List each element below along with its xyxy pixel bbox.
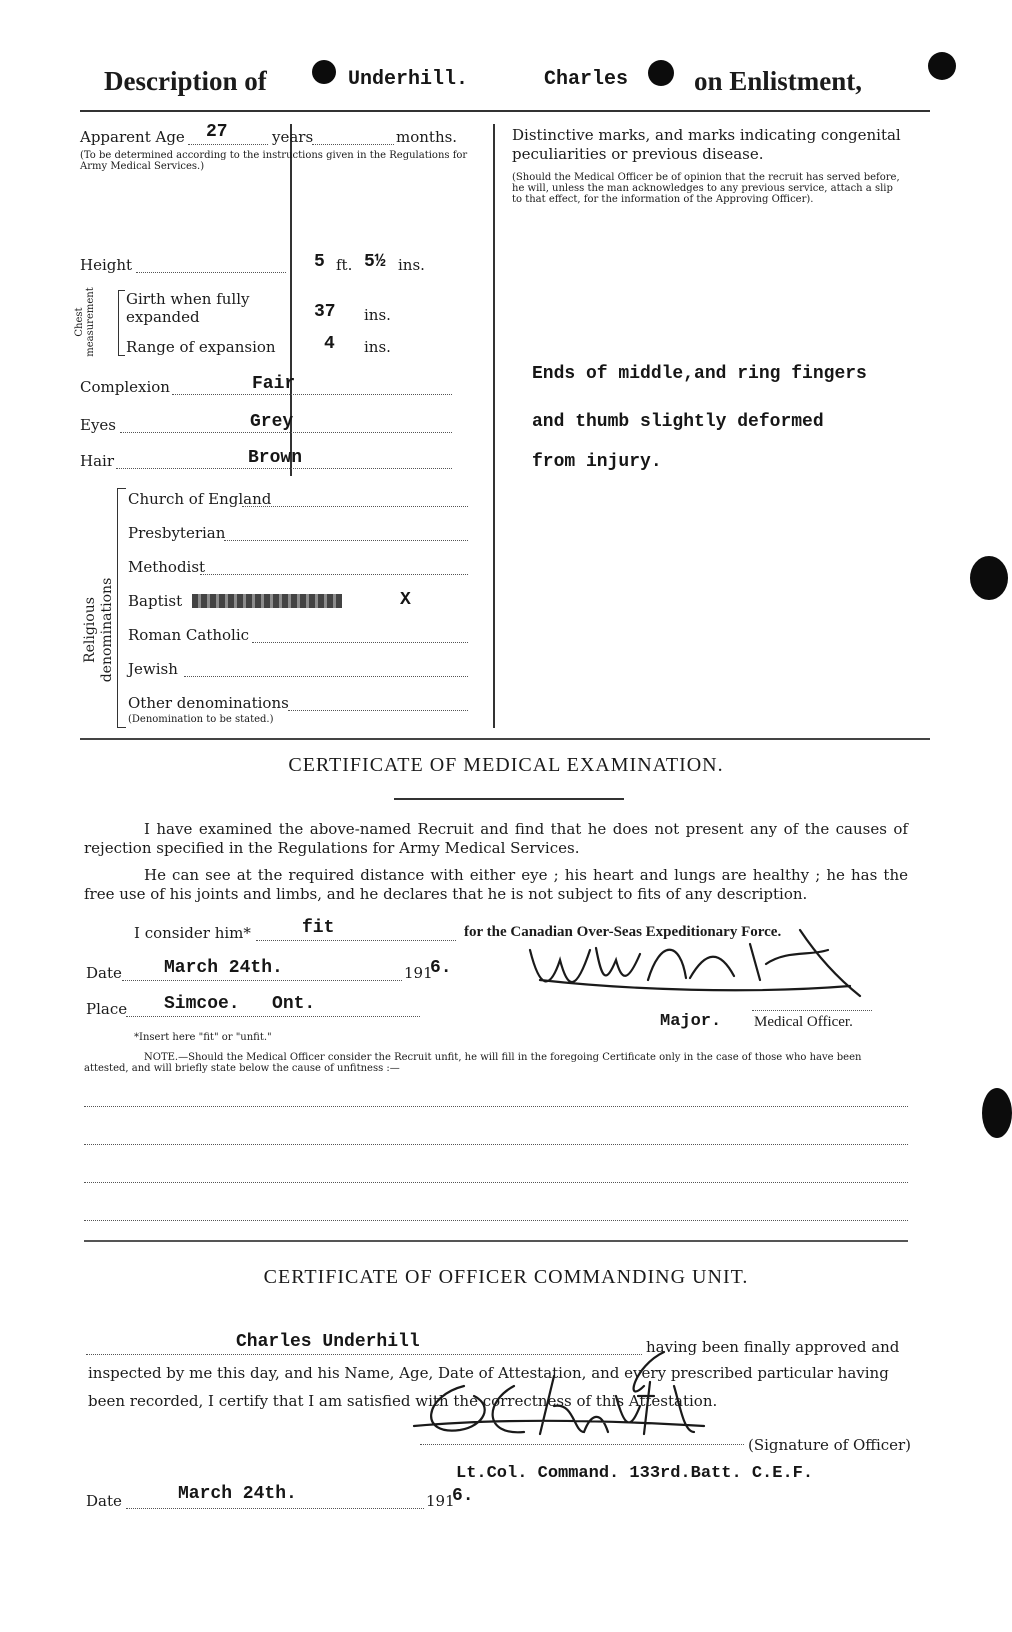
girth-unit: ins. (364, 306, 391, 324)
denomination-label: Other denominations (128, 694, 289, 712)
denomination-row (128, 592, 478, 614)
hair-row (80, 448, 480, 472)
medical-rank: Major. (660, 1012, 722, 1031)
range-value: 4 (324, 334, 335, 354)
medical-para-1: I have examined the above-named Recruit and find that he does not present any of the causes of rejection specified in the Regulations for Army Medical Services. (84, 820, 908, 857)
range-label: Range of expansion (126, 338, 276, 356)
range-unit: ins. (364, 338, 391, 356)
commanding-name-value: Charles Underhill (236, 1332, 420, 1352)
denomination-label: Jewish (128, 660, 178, 678)
eyes-row (80, 412, 480, 436)
medical-date-row (86, 958, 506, 984)
height-ft-value: 5 (314, 252, 325, 272)
commanding-date-label: Date (86, 1492, 122, 1510)
section-rule-2 (84, 1240, 908, 1242)
range-row (126, 336, 486, 358)
struck-through-entry (192, 594, 342, 608)
hair-value: Brown (248, 448, 303, 468)
section-rule-1 (80, 738, 930, 740)
header-suffix: on Enlistment, (694, 66, 863, 96)
girth-label: Girth when fully expanded (126, 290, 250, 326)
height-in-value: 5½ (364, 252, 386, 272)
denomination-label: Roman Catholic (128, 626, 250, 644)
denomination-label: Methodist (128, 558, 206, 576)
commanding-signature-label: (Signature of Officer) (748, 1436, 912, 1454)
cause-line (84, 1130, 908, 1145)
height-label: Height (80, 256, 133, 274)
cause-line (84, 1206, 908, 1221)
commanding-officer-title: Lt.Col. Command. 133rd.Batt. C.E.F. (456, 1464, 814, 1483)
commanding-year-prefix: 191 (426, 1492, 455, 1510)
age-row (80, 124, 480, 150)
denomination-list (128, 488, 478, 728)
commanding-year-suffix: 6. (452, 1486, 474, 1506)
chest-bracket (118, 290, 125, 356)
medical-title-rule (394, 798, 624, 800)
punch-hole-top-right (928, 52, 956, 80)
punch-hole-right-2 (982, 1088, 1012, 1138)
cause-line (84, 1168, 908, 1183)
commanding-text-3: been recorded, I certify that I am satisfied with the correctness of this Attestation. (88, 1392, 718, 1410)
marks-line-2: and thumb slightly deformed (532, 412, 824, 432)
months-label: months. (396, 128, 458, 146)
hair-label: Hair (80, 452, 114, 470)
commanding-text-1: having been finally approved and (646, 1338, 900, 1356)
denomination-mark: X (400, 590, 411, 610)
denomination-label: Presbyterian (128, 524, 226, 542)
cause-line (84, 1092, 908, 1107)
medical-year-suffix: 6. (430, 958, 452, 978)
ins-label: ins. (398, 256, 425, 274)
eyes-label: Eyes (80, 416, 116, 434)
marks-heading: Distinctive marks, and marks indicating congenital peculiarities or previous disease. (512, 126, 901, 163)
column-divider-main (493, 124, 495, 728)
medical-officer-label: Medical Officer. (754, 1014, 853, 1030)
consider-value: fit (302, 918, 335, 938)
denomination-label: Church of England (128, 490, 272, 508)
ft-label: ft. (336, 256, 353, 274)
commanding-date-row (86, 1482, 506, 1512)
signature-line (752, 1010, 872, 1011)
commanding-officer-signature (404, 1346, 724, 1446)
denomination-note: (Denomination to be stated.) (128, 714, 274, 725)
medical-date-label: Date (86, 964, 122, 982)
chest-label: Chest measurement (74, 287, 96, 357)
commanding-date-value: March 24th. (178, 1484, 297, 1504)
header-given: Charles (544, 68, 629, 91)
force-label: for the Canadian Over-Seas Expeditionary Force. (464, 924, 782, 940)
marks-line-3: from injury. (532, 452, 662, 472)
header-surname: Underhill. (348, 68, 469, 91)
commanding-text-2: inspected by me this day, and his Name, Age, Date of Attestation, and every prescribed particular having (88, 1364, 889, 1382)
header-rule (80, 110, 930, 112)
age-note: (To be determined according to the instructions given in the Regulations for Army Medical Services.) (80, 150, 468, 172)
complexion-value: Fair (252, 374, 296, 394)
girth-row (126, 290, 486, 330)
place-value: Simcoe. Ont. (164, 994, 316, 1014)
commanding-title: CERTIFICATE OF OFFICER COMMANDING UNIT. (263, 1266, 749, 1288)
unfit-note: NOTE.—Should the Medical Officer consider the Recruit unfit, he will fill in the foregoing Certificate only in the case of those who have been attested, and will briefly state below the cause of unfitness :— (84, 1052, 862, 1074)
medical-para-2: He can see at the required distance with either eye ; his heart and lungs are healthy ; he has the free use of his joints and limbs, and he declares that he is not subject to fits of any description. (84, 866, 908, 903)
religion-label: Religious denominations (82, 577, 115, 683)
header (104, 60, 884, 100)
medical-title: CERTIFICATE OF MEDICAL EXAMINATION. (288, 754, 724, 776)
place-row (86, 994, 506, 1020)
commanding-signature-line (420, 1434, 744, 1445)
height-row (80, 252, 480, 278)
medical-date-value: March 24th. (164, 958, 283, 978)
age-value: 27 (206, 122, 228, 142)
denomination-label: Baptist (128, 592, 183, 610)
insert-note: *Insert here "fit" or "unfit." (134, 1032, 272, 1043)
marks-line-1: Ends of middle,and ring fingers (532, 364, 867, 384)
medical-officer-signature (510, 920, 870, 1010)
punch-hole-right-1 (970, 556, 1008, 600)
header-prefix: Description of (104, 66, 267, 96)
complexion-label: Complexion (80, 378, 170, 396)
religion-bracket (117, 488, 126, 728)
years-label: years (272, 128, 314, 146)
medical-year-prefix: 191 (404, 964, 433, 982)
eyes-value: Grey (250, 412, 294, 432)
consider-label: I consider him* (134, 924, 251, 942)
age-label: Apparent Age (80, 128, 185, 146)
marks-note: (Should the Medical Officer be of opinion that the recruit has served before, he will, unless the man acknowledges to any previous service, attach a slip to that effect, for the information of the Approving Officer). (512, 172, 900, 205)
place-label: Place (86, 1000, 128, 1018)
girth-value: 37 (314, 302, 336, 322)
complexion-row (80, 374, 480, 398)
